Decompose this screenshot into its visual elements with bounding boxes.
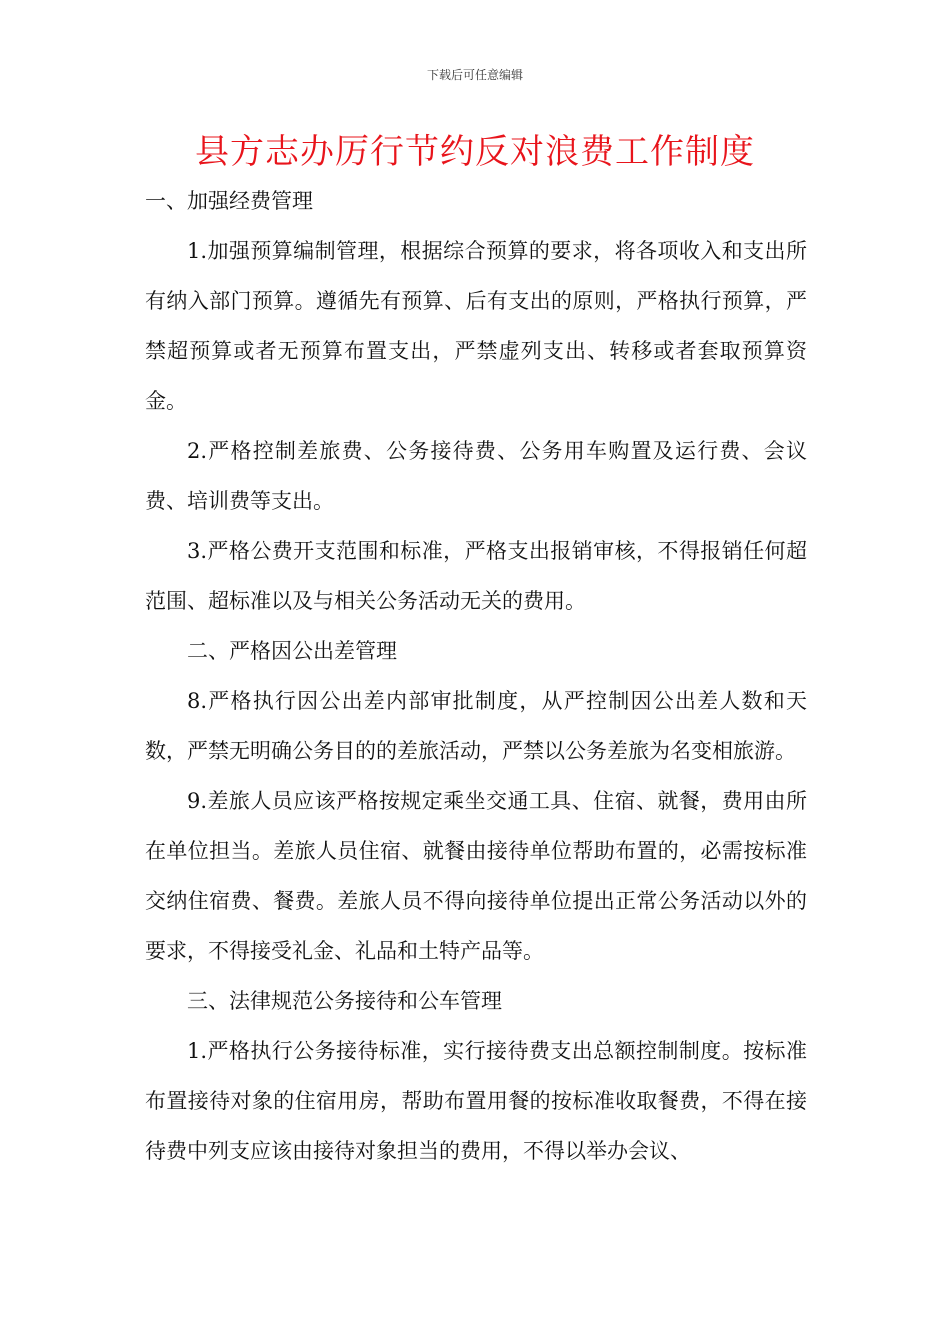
paragraph: 8.严格执行因公出差内部审批制度，从严控制因公出差人数和天数，严禁无明确公务目的的差旅活动，严禁以公务差旅为名变相旅游。: [145, 689, 807, 763]
section-heading-1: 一、加强经费管理: [145, 189, 313, 213]
paragraph: 9.差旅人员应该严格按规定乘坐交通工具、住宿、就餐，费用由所在单位担当。差旅人员住宿、就餐由接待单位帮助布置的，必需按标准交纳住宿费、餐费。差旅人员不得向接待单位提出正常公务活动以外的要求，不得接受礼金、礼品和土特产品等。: [145, 789, 807, 963]
paragraph: 1.严格执行公务接待标准，实行接待费支出总额控制制度。按标准布置接待对象的住宿用房，帮助布置用餐的按标准收取餐费，不得在接待费中列支应该由接待对象担当的费用，不得以举办会议、: [145, 1039, 807, 1163]
paragraph: 2.严格控制差旅费、公务接待费、公务用车购置及运行费、会议费、培训费等支出。: [145, 439, 807, 513]
section-heading-2: 二、严格因公出差管理: [187, 639, 397, 663]
paragraph: 1.加强预算编制管理，根据综合预算的要求，将各项收入和支出所有纳入部门预算。遵循先有预算、后有支出的原则，严格执行预算，严禁超预算或者无预算布置支出，严禁虚列支出、转移或者套取预算资金。: [145, 239, 807, 413]
section-heading-3: 三、法律规范公务接待和公车管理: [187, 989, 502, 1013]
header-note: 下载后可任意编辑: [426, 68, 523, 82]
paragraph: 3.严格公费开支范围和标准，严格支出报销审核，不得报销任何超范围、超标准以及与相关公务活动无关的费用。: [145, 539, 807, 613]
document-body: [145, 176, 807, 1176]
document-title: 县方志办厉行节约反对浪费工作制度: [195, 132, 755, 172]
